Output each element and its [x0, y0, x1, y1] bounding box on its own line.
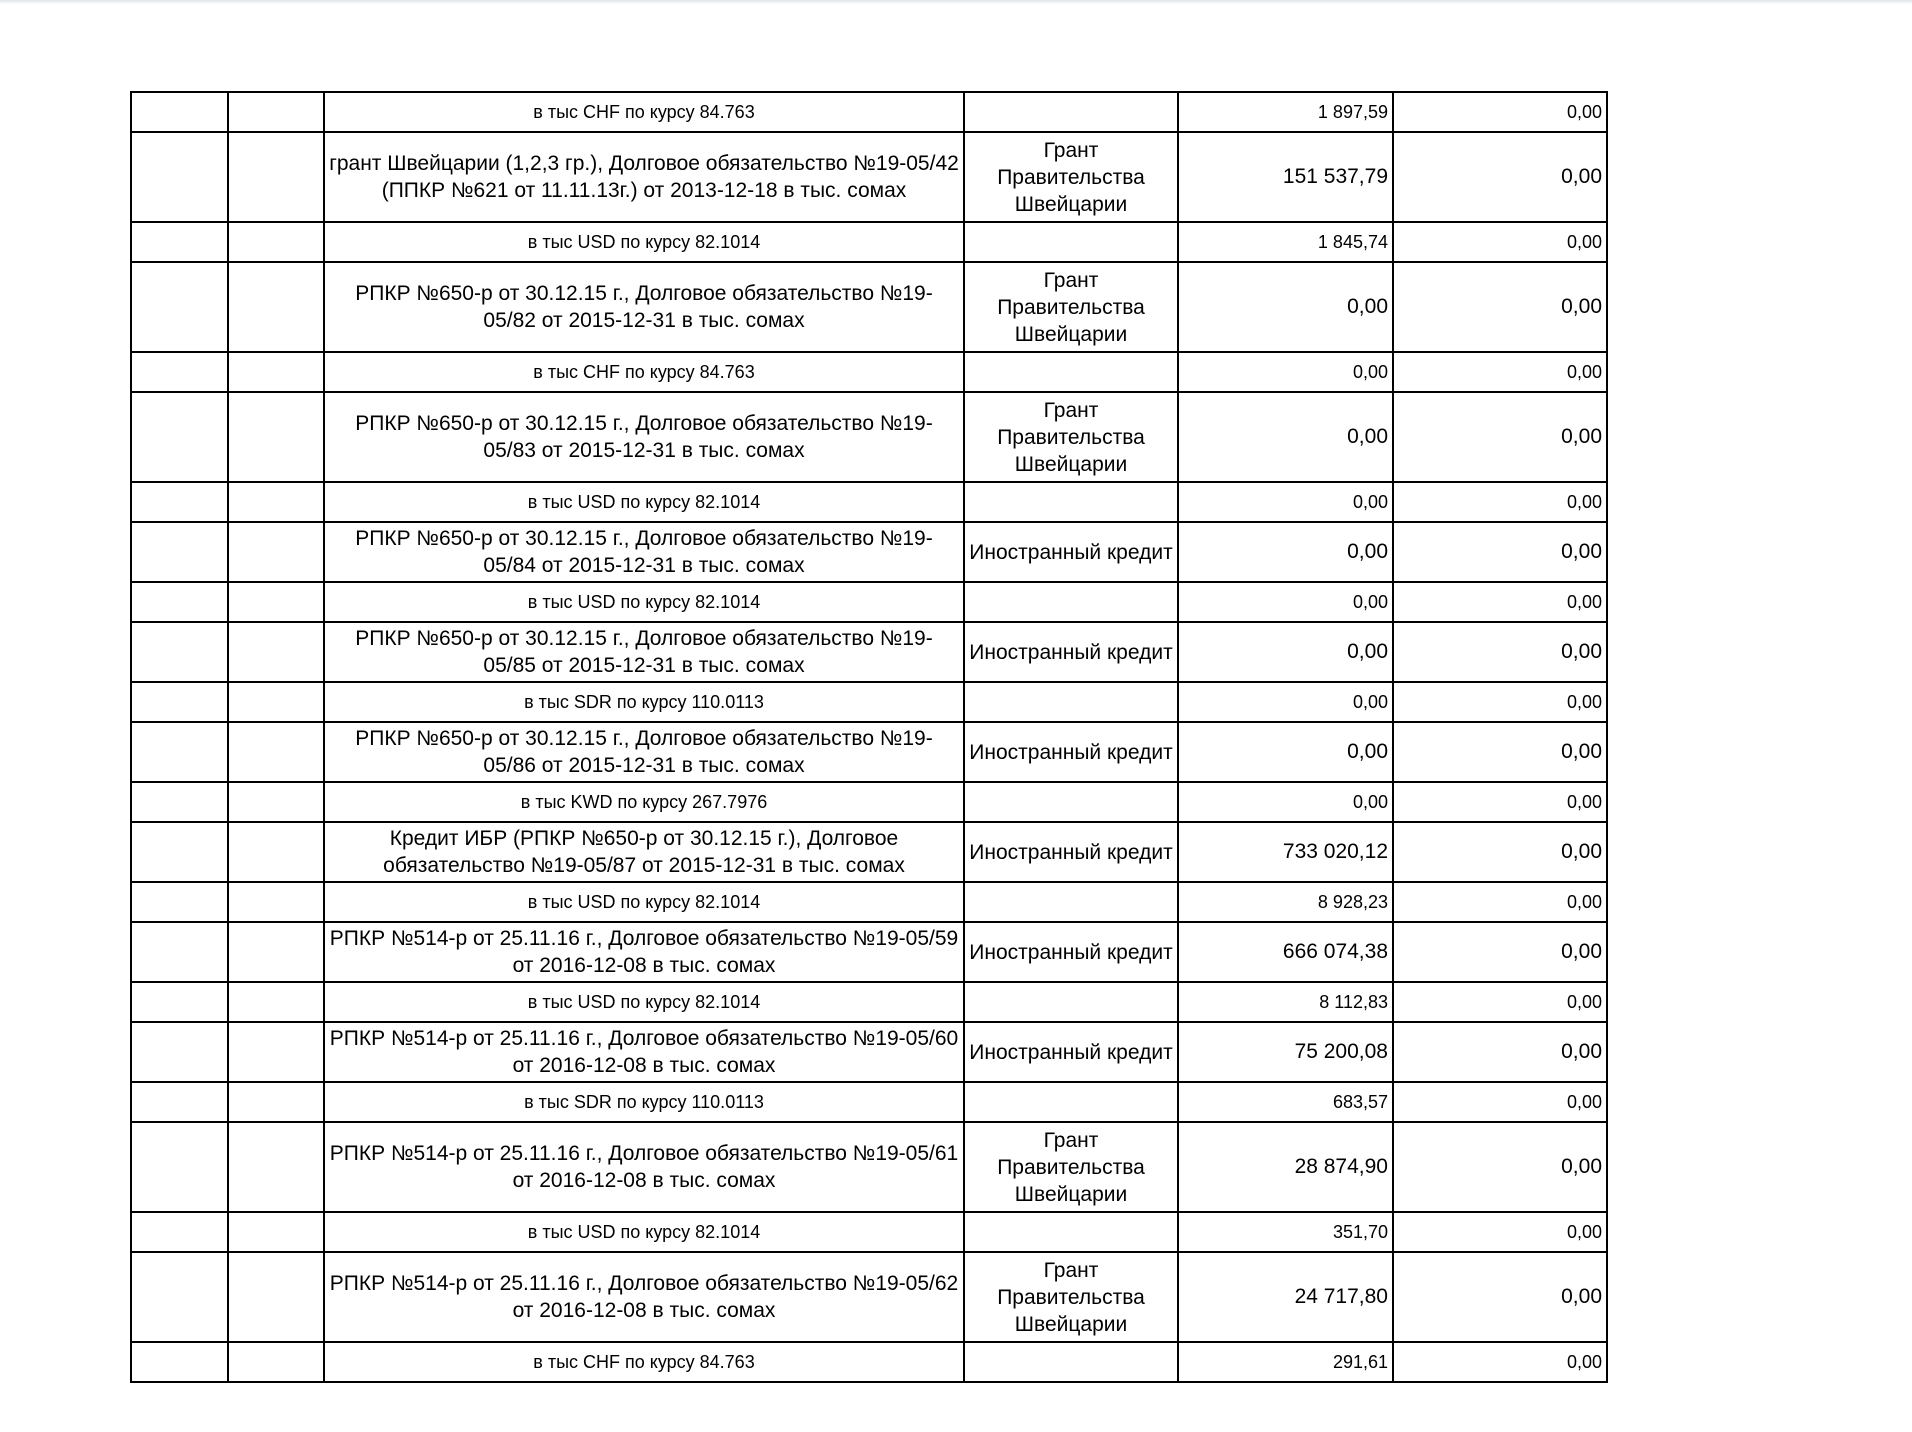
viewer-top-shadow	[0, 0, 1912, 4]
obligation-row	[131, 622, 1607, 682]
amount-secondary-cell: 0,00	[1393, 392, 1607, 482]
amount-secondary-cell: 0,00	[1393, 1342, 1607, 1382]
blank-cell-a	[131, 582, 228, 622]
amount-secondary-cell: 0,00	[1393, 352, 1607, 392]
blank-cell-a	[131, 822, 228, 882]
obligation-name-cell: в тыс KWD по курсу 267.7976	[324, 782, 964, 822]
blank-cell-a	[131, 882, 228, 922]
obligation-row	[131, 132, 1607, 222]
obligation-name-cell: в тыс USD по курсу 82.1014	[324, 582, 964, 622]
currency-rate-row	[131, 1082, 1607, 1122]
blank-cell-b	[228, 882, 324, 922]
amount-secondary-cell: 0,00	[1393, 922, 1607, 982]
blank-cell-b	[228, 522, 324, 582]
blank-cell-b	[228, 1252, 324, 1342]
blank-cell-a	[131, 352, 228, 392]
obligation-name-cell: в тыс CHF по курсу 84.763	[324, 1342, 964, 1382]
funding-type-cell: Иностранный кредит	[964, 922, 1178, 982]
blank-cell-b	[228, 1082, 324, 1122]
amount-cell: 151 537,79	[1178, 132, 1393, 222]
funding-type-cell	[964, 352, 1178, 392]
funding-type-cell: Иностранный кредит	[964, 522, 1178, 582]
amount-cell: 733 020,12	[1178, 822, 1393, 882]
amount-secondary-cell: 0,00	[1393, 1022, 1607, 1082]
amount-secondary-cell: 0,00	[1393, 1252, 1607, 1342]
obligation-name-cell: в тыс USD по курсу 82.1014	[324, 1212, 964, 1252]
blank-cell-a	[131, 92, 228, 132]
blank-cell-a	[131, 622, 228, 682]
blank-cell-a	[131, 1212, 228, 1252]
funding-type-cell: Иностранный кредит	[964, 622, 1178, 682]
table-body	[131, 92, 1607, 1382]
amount-cell: 0,00	[1178, 392, 1393, 482]
funding-type-cell: Грант Правительства Швейцарии	[964, 262, 1178, 352]
amount-cell: 0,00	[1178, 782, 1393, 822]
obligation-row	[131, 392, 1607, 482]
amount-cell: 291,61	[1178, 1342, 1393, 1382]
currency-rate-row	[131, 582, 1607, 622]
blank-cell-a	[131, 522, 228, 582]
currency-rate-row	[131, 92, 1607, 132]
funding-type-cell: Иностранный кредит	[964, 1022, 1178, 1082]
amount-cell: 0,00	[1178, 262, 1393, 352]
obligation-name-cell: в тыс USD по курсу 82.1014	[324, 982, 964, 1022]
obligation-name-cell: Кредит ИБР (РПКР №650-р от 30.12.15 г.), Долговое обязательство №19-05/87 от 2015-12-31 в тыс. сомах	[324, 822, 964, 882]
obligation-name-cell: РПКР №650-р от 30.12.15 г., Долговое обязательство №19-05/82 от 2015-12-31 в тыс. сомах	[324, 262, 964, 352]
amount-secondary-cell: 0,00	[1393, 782, 1607, 822]
funding-type-cell	[964, 882, 1178, 922]
amount-secondary-cell: 0,00	[1393, 682, 1607, 722]
blank-cell-b	[228, 92, 324, 132]
obligation-row	[131, 262, 1607, 352]
amount-secondary-cell: 0,00	[1393, 722, 1607, 782]
funding-type-cell	[964, 92, 1178, 132]
currency-rate-row	[131, 1212, 1607, 1252]
blank-cell-a	[131, 1122, 228, 1212]
blank-cell-a	[131, 1022, 228, 1082]
blank-cell-a	[131, 922, 228, 982]
obligation-name-cell: в тыс USD по курсу 82.1014	[324, 222, 964, 262]
obligation-name-cell: в тыс SDR по курсу 110.0113	[324, 1082, 964, 1122]
amount-secondary-cell: 0,00	[1393, 982, 1607, 1022]
obligation-name-cell: РПКР №650-р от 30.12.15 г., Долговое обязательство №19-05/85 от 2015-12-31 в тыс. сомах	[324, 622, 964, 682]
blank-cell-b	[228, 132, 324, 222]
blank-cell-b	[228, 782, 324, 822]
obligation-row	[131, 1022, 1607, 1082]
funding-type-cell: Иностранный кредит	[964, 822, 1178, 882]
funding-type-cell: Грант Правительства Швейцарии	[964, 1252, 1178, 1342]
blank-cell-b	[228, 352, 324, 392]
blank-cell-b	[228, 722, 324, 782]
funding-type-cell	[964, 1212, 1178, 1252]
amount-cell: 0,00	[1178, 682, 1393, 722]
amount-secondary-cell: 0,00	[1393, 1122, 1607, 1212]
funding-type-cell	[964, 982, 1178, 1022]
blank-cell-a	[131, 782, 228, 822]
amount-secondary-cell: 0,00	[1393, 92, 1607, 132]
amount-secondary-cell: 0,00	[1393, 1212, 1607, 1252]
obligation-name-cell: РПКР №514-р от 25.11.16 г., Долговое обязательство №19-05/62 от 2016-12-08 в тыс. сомах	[324, 1252, 964, 1342]
debt-obligations-table	[130, 91, 1608, 1383]
currency-rate-row	[131, 682, 1607, 722]
obligation-name-cell: РПКР №514-р от 25.11.16 г., Долговое обязательство №19-05/59 от 2016-12-08 в тыс. сомах	[324, 922, 964, 982]
currency-rate-row	[131, 982, 1607, 1022]
obligation-row	[131, 822, 1607, 882]
amount-cell: 0,00	[1178, 722, 1393, 782]
blank-cell-b	[228, 922, 324, 982]
funding-type-cell	[964, 682, 1178, 722]
blank-cell-b	[228, 222, 324, 262]
amount-secondary-cell: 0,00	[1393, 882, 1607, 922]
funding-type-cell	[964, 1342, 1178, 1382]
blank-cell-b	[228, 622, 324, 682]
amount-cell: 0,00	[1178, 622, 1393, 682]
amount-secondary-cell: 0,00	[1393, 132, 1607, 222]
amount-cell: 0,00	[1178, 522, 1393, 582]
currency-rate-row	[131, 352, 1607, 392]
blank-cell-a	[131, 482, 228, 522]
obligation-row	[131, 1252, 1607, 1342]
amount-cell: 683,57	[1178, 1082, 1393, 1122]
funding-type-cell: Грант Правительства Швейцарии	[964, 1122, 1178, 1212]
funding-type-cell	[964, 582, 1178, 622]
amount-cell: 75 200,08	[1178, 1022, 1393, 1082]
amount-cell: 666 074,38	[1178, 922, 1393, 982]
obligation-name-cell: РПКР №514-р от 25.11.16 г., Долговое обязательство №19-05/61 от 2016-12-08 в тыс. сомах	[324, 1122, 964, 1212]
amount-secondary-cell: 0,00	[1393, 262, 1607, 352]
funding-type-cell	[964, 222, 1178, 262]
amount-cell: 8 112,83	[1178, 982, 1393, 1022]
funding-type-cell: Грант Правительства Швейцарии	[964, 392, 1178, 482]
obligation-name-cell: РПКР №650-р от 30.12.15 г., Долговое обязательство №19-05/86 от 2015-12-31 в тыс. сомах	[324, 722, 964, 782]
currency-rate-row	[131, 882, 1607, 922]
obligation-name-cell: в тыс SDR по курсу 110.0113	[324, 682, 964, 722]
obligation-name-cell: РПКР №650-р от 30.12.15 г., Долговое обязательство №19-05/84 от 2015-12-31 в тыс. сомах	[324, 522, 964, 582]
currency-rate-row	[131, 1342, 1607, 1382]
currency-rate-row	[131, 482, 1607, 522]
blank-cell-b	[228, 1122, 324, 1212]
funding-type-cell	[964, 1082, 1178, 1122]
blank-cell-a	[131, 722, 228, 782]
amount-secondary-cell: 0,00	[1393, 482, 1607, 522]
amount-secondary-cell: 0,00	[1393, 222, 1607, 262]
blank-cell-a	[131, 1252, 228, 1342]
amount-secondary-cell: 0,00	[1393, 522, 1607, 582]
blank-cell-b	[228, 1212, 324, 1252]
currency-rate-row	[131, 222, 1607, 262]
blank-cell-a	[131, 262, 228, 352]
obligation-name-cell: в тыс USD по курсу 82.1014	[324, 482, 964, 522]
obligation-name-cell: в тыс CHF по курсу 84.763	[324, 92, 964, 132]
amount-secondary-cell: 0,00	[1393, 822, 1607, 882]
obligation-row	[131, 522, 1607, 582]
amount-cell: 28 874,90	[1178, 1122, 1393, 1212]
blank-cell-b	[228, 262, 324, 352]
blank-cell-a	[131, 1082, 228, 1122]
blank-cell-b	[228, 392, 324, 482]
funding-type-cell: Иностранный кредит	[964, 722, 1178, 782]
amount-cell: 351,70	[1178, 1212, 1393, 1252]
blank-cell-b	[228, 682, 324, 722]
obligation-name-cell: в тыс USD по курсу 82.1014	[324, 882, 964, 922]
funding-type-cell	[964, 482, 1178, 522]
currency-rate-row	[131, 782, 1607, 822]
blank-cell-a	[131, 982, 228, 1022]
amount-cell: 8 928,23	[1178, 882, 1393, 922]
blank-cell-a	[131, 132, 228, 222]
amount-secondary-cell: 0,00	[1393, 582, 1607, 622]
obligation-name-cell: РПКР №514-р от 25.11.16 г., Долговое обязательство №19-05/60 от 2016-12-08 в тыс. сомах	[324, 1022, 964, 1082]
amount-cell: 1 897,59	[1178, 92, 1393, 132]
amount-secondary-cell: 0,00	[1393, 622, 1607, 682]
blank-cell-b	[228, 982, 324, 1022]
obligation-name-cell: РПКР №650-р от 30.12.15 г., Долговое обязательство №19-05/83 от 2015-12-31 в тыс. сомах	[324, 392, 964, 482]
obligation-row	[131, 922, 1607, 982]
obligation-name-cell: грант Швейцарии (1,2,3 гр.), Долговое обязательство №19-05/42 (ППКР №621 от 11.11.13г.) от 2013-12-18 в тыс. сомах	[324, 132, 964, 222]
obligation-name-cell: в тыс CHF по курсу 84.763	[324, 352, 964, 392]
obligation-row	[131, 1122, 1607, 1212]
amount-cell: 0,00	[1178, 582, 1393, 622]
blank-cell-b	[228, 582, 324, 622]
funding-type-cell: Грант Правительства Швейцарии	[964, 132, 1178, 222]
blank-cell-a	[131, 392, 228, 482]
amount-cell: 1 845,74	[1178, 222, 1393, 262]
blank-cell-a	[131, 1342, 228, 1382]
amount-cell: 0,00	[1178, 352, 1393, 392]
amount-cell: 0,00	[1178, 482, 1393, 522]
amount-secondary-cell: 0,00	[1393, 1082, 1607, 1122]
funding-type-cell	[964, 782, 1178, 822]
blank-cell-b	[228, 1022, 324, 1082]
blank-cell-b	[228, 482, 324, 522]
blank-cell-b	[228, 1342, 324, 1382]
blank-cell-b	[228, 822, 324, 882]
blank-cell-a	[131, 682, 228, 722]
blank-cell-a	[131, 222, 228, 262]
amount-cell: 24 717,80	[1178, 1252, 1393, 1342]
obligation-row	[131, 722, 1607, 782]
